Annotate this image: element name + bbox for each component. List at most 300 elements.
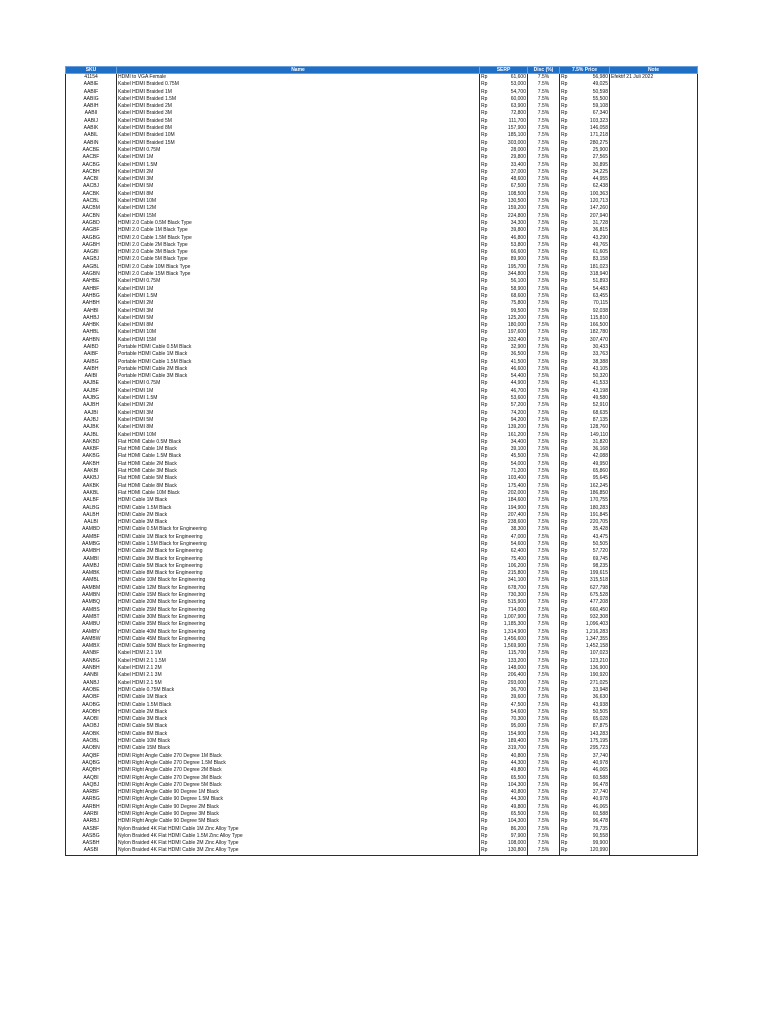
name-cell[interactable]: HDMI Cable 3M Black	[117, 716, 480, 723]
note-cell[interactable]	[610, 563, 698, 570]
sku-cell[interactable]: AAGBG	[66, 235, 117, 242]
price-value-cell[interactable]: 149,110	[590, 431, 608, 438]
name-cell[interactable]: HDMI Cable 40M Black for Engineering	[117, 629, 480, 636]
srp-value-cell[interactable]: 207,400	[507, 511, 526, 518]
price-currency-cell[interactable]: Rp	[560, 636, 570, 643]
price-value-cell[interactable]: 92,038	[592, 307, 608, 314]
price-value-cell[interactable]: 295,723	[589, 745, 608, 752]
note-cell[interactable]	[610, 96, 698, 103]
price-value-cell[interactable]: 87,875	[592, 723, 608, 730]
name-cell[interactable]: HDMI Cable 5M Black	[117, 723, 480, 730]
sku-cell[interactable]: AACBF	[66, 154, 117, 161]
srp-currency-cell[interactable]: Rp	[480, 570, 490, 577]
name-cell[interactable]: Kabel HDMI 10M	[117, 329, 480, 336]
price-currency-cell[interactable]: Rp	[560, 650, 570, 657]
price-currency-cell[interactable]: Rp	[560, 402, 570, 409]
srp-currency-cell[interactable]: Rp	[480, 548, 490, 555]
srp-currency-cell[interactable]: Rp	[480, 505, 490, 512]
srp-currency-cell[interactable]: Rp	[480, 563, 490, 570]
disc-cell[interactable]: 7.5%	[528, 176, 560, 183]
name-cell[interactable]: Kabel HDMI 2.1 2M	[117, 665, 480, 672]
srp-value-cell[interactable]: 39,100	[510, 446, 526, 453]
price-value-cell[interactable]: 50,505	[592, 541, 608, 547]
srp-currency-cell[interactable]: Rp	[480, 351, 490, 358]
srp-currency-cell[interactable]: Rp	[480, 577, 490, 584]
table-row[interactable]	[66, 461, 698, 468]
srp-value-cell[interactable]: 75,400	[510, 555, 526, 562]
sku-cell[interactable]: AAMBM	[66, 585, 117, 592]
table-row[interactable]	[66, 395, 698, 402]
note-cell[interactable]	[610, 833, 698, 840]
sku-cell[interactable]: AAGBF	[66, 227, 117, 234]
table-row[interactable]	[66, 140, 698, 147]
sku-cell[interactable]: AARBJ	[66, 818, 117, 825]
srp-value-cell[interactable]: 63,900	[510, 103, 526, 110]
srp-currency-cell[interactable]: Rp	[480, 154, 490, 161]
price-currency-cell[interactable]: Rp	[560, 782, 570, 789]
sku-cell[interactable]: AALBF	[66, 497, 117, 504]
name-cell[interactable]: HDMI 2.0 Cable 10M Black Type	[117, 264, 480, 271]
disc-cell[interactable]: 7.5%	[528, 497, 560, 504]
name-cell[interactable]: Kabel HDMI Braided 5M	[117, 118, 480, 125]
note-cell[interactable]	[610, 402, 698, 409]
srp-currency-cell[interactable]: Rp	[480, 607, 490, 614]
column-header-price[interactable]: 7.5% Price	[560, 67, 610, 74]
srp-value-cell[interactable]: 39,600	[510, 694, 526, 701]
srp-currency-cell[interactable]: Rp	[480, 650, 490, 657]
table-row[interactable]	[66, 191, 698, 198]
disc-cell[interactable]: 7.5%	[528, 782, 560, 789]
srp-value-cell[interactable]: 108,000	[507, 840, 526, 847]
disc-cell[interactable]: 7.5%	[528, 490, 560, 497]
srp-value-cell[interactable]: 53,800	[510, 241, 526, 248]
sku-cell[interactable]: AAGBN	[66, 271, 117, 278]
srp-currency-cell[interactable]: Rp	[480, 556, 490, 563]
table-row[interactable]	[66, 453, 698, 460]
disc-cell[interactable]: 7.5%	[528, 286, 560, 293]
srp-currency-cell[interactable]: Rp	[480, 235, 490, 242]
disc-cell[interactable]: 7.5%	[528, 650, 560, 657]
sku-cell[interactable]: AAQBH	[66, 767, 117, 774]
price-value-cell[interactable]: 147,260	[589, 205, 608, 212]
table-row[interactable]	[66, 89, 698, 96]
srp-value-cell[interactable]: 293,000	[507, 679, 526, 686]
srp-value-cell[interactable]: 195,700	[507, 263, 526, 270]
disc-cell[interactable]: 7.5%	[528, 541, 560, 548]
srp-value-cell[interactable]: 197,600	[507, 329, 526, 336]
table-row[interactable]	[66, 337, 698, 344]
srp-value-cell[interactable]: 159,200	[507, 205, 526, 212]
name-cell[interactable]: HDMI Right Angle Cable 90 Degree 2M Black	[117, 804, 480, 811]
srp-value-cell[interactable]: 125,200	[507, 314, 526, 321]
note-cell[interactable]: Efektif 21 Juli 2022	[610, 74, 698, 82]
srp-currency-cell[interactable]: Rp	[480, 534, 490, 541]
note-cell[interactable]	[610, 716, 698, 723]
price-value-cell[interactable]: 68,635	[592, 409, 608, 416]
disc-cell[interactable]: 7.5%	[528, 264, 560, 271]
srp-value-cell[interactable]: 130,800	[490, 847, 528, 855]
srp-value-cell[interactable]: 130,500	[507, 198, 526, 205]
srp-value-cell[interactable]: 32,900	[510, 343, 526, 350]
price-value-cell[interactable]: 38,388	[592, 358, 608, 365]
table-row[interactable]	[66, 110, 698, 117]
price-value-cell[interactable]: 41,533	[592, 380, 608, 387]
disc-cell[interactable]: 7.5%	[528, 563, 560, 570]
srp-value-cell[interactable]: 38,300	[510, 526, 526, 533]
table-row[interactable]	[66, 74, 698, 82]
price-currency-cell[interactable]: Rp	[560, 592, 570, 599]
sku-cell[interactable]: AACBJ	[66, 183, 117, 190]
srp-currency-cell[interactable]: Rp	[480, 344, 490, 351]
srp-currency-cell[interactable]: Rp	[480, 723, 490, 730]
srp-currency-cell[interactable]: Rp	[480, 359, 490, 366]
disc-cell[interactable]: 7.5%	[528, 322, 560, 329]
price-currency-cell[interactable]: Rp	[560, 585, 570, 592]
table-row[interactable]	[66, 643, 698, 650]
price-currency-cell[interactable]: Rp	[560, 220, 570, 227]
srp-currency-cell[interactable]: Rp	[480, 249, 490, 256]
sku-cell[interactable]: AAHBL	[66, 329, 117, 336]
name-cell[interactable]: Kabel HDMI 2M	[117, 300, 480, 307]
name-cell[interactable]: HDMI Cable 1M Black	[117, 497, 480, 504]
srp-value-cell[interactable]: 157,900	[507, 125, 526, 132]
table-row[interactable]	[66, 402, 698, 409]
srp-value-cell[interactable]: 65,500	[510, 774, 526, 781]
note-cell[interactable]	[610, 694, 698, 701]
srp-currency-cell[interactable]: Rp	[480, 519, 490, 526]
name-cell[interactable]: Flat HDMI Cable 1.5M Black	[117, 453, 480, 460]
srp-currency-cell[interactable]: Rp	[480, 731, 490, 738]
price-currency-cell[interactable]: Rp	[560, 526, 570, 533]
srp-currency-cell[interactable]: Rp	[480, 629, 490, 636]
name-cell[interactable]: HDMI Cable 0.75M Black	[117, 687, 480, 694]
disc-cell[interactable]: 7.5%	[528, 278, 560, 285]
disc-cell[interactable]: 7.5%	[528, 826, 560, 833]
table-row[interactable]	[66, 826, 698, 833]
note-cell[interactable]	[610, 643, 698, 650]
table-row[interactable]	[66, 446, 698, 453]
note-cell[interactable]	[610, 599, 698, 606]
disc-cell[interactable]: 7.5%	[528, 439, 560, 446]
price-currency-cell[interactable]: Rp	[560, 672, 570, 679]
srp-value-cell[interactable]: 86,200	[510, 825, 526, 832]
sku-cell[interactable]: AANBI	[66, 672, 117, 679]
sku-cell[interactable]: AARBH	[66, 804, 117, 811]
name-cell[interactable]: HDMI 2.0 Cable 1.5M Black Type	[117, 235, 480, 242]
price-currency-cell[interactable]: Rp	[560, 541, 570, 548]
disc-cell[interactable]: 7.5%	[528, 249, 560, 256]
price-value-cell[interactable]: 37,740	[592, 752, 608, 759]
price-currency-cell[interactable]: Rp	[560, 351, 570, 358]
name-cell[interactable]: HDMI 2.0 Cable 5M Black Type	[117, 256, 480, 263]
srp-currency-cell[interactable]: Rp	[480, 782, 490, 789]
srp-value-cell[interactable]: 115,700	[508, 650, 526, 657]
price-value-cell[interactable]: 107,023	[589, 650, 608, 657]
table-row[interactable]	[66, 789, 698, 796]
price-currency-cell[interactable]: Rp	[560, 264, 570, 271]
price-value-cell[interactable]: 43,290	[592, 234, 608, 241]
price-value-cell[interactable]: 103,323	[589, 117, 608, 124]
table-row[interactable]	[66, 753, 698, 760]
price-currency-cell[interactable]: Rp	[560, 497, 570, 504]
srp-value-cell[interactable]: 40,800	[510, 789, 526, 796]
note-cell[interactable]	[610, 322, 698, 329]
note-cell[interactable]	[610, 826, 698, 833]
name-cell[interactable]: Flat HDMI Cable 3M Black	[117, 468, 480, 475]
name-cell[interactable]: HDMI Cable 10M Black for Engineering	[117, 577, 480, 584]
srp-value-cell[interactable]: 515,900	[507, 599, 526, 606]
srp-currency-cell[interactable]: Rp	[480, 118, 490, 125]
srp-value-cell[interactable]: 49,800	[510, 803, 526, 810]
srp-currency-cell[interactable]: Rp	[480, 337, 490, 344]
price-currency-cell[interactable]: Rp	[560, 395, 570, 402]
note-cell[interactable]	[610, 607, 698, 614]
sku-cell[interactable]: AAMBQ	[66, 599, 117, 606]
price-currency-cell[interactable]: Rp	[560, 731, 570, 738]
disc-cell[interactable]: 7.5%	[528, 621, 560, 628]
table-row[interactable]	[66, 847, 698, 855]
price-value-cell[interactable]: 42,088	[592, 453, 608, 460]
srp-value-cell[interactable]: 332,400	[507, 336, 526, 343]
srp-currency-cell[interactable]: Rp	[480, 541, 490, 548]
srp-value-cell[interactable]: 58,900	[510, 285, 526, 292]
table-row[interactable]	[66, 796, 698, 803]
table-row[interactable]	[66, 308, 698, 315]
note-cell[interactable]	[610, 556, 698, 563]
price-currency-cell[interactable]: Rp	[560, 147, 570, 154]
disc-cell[interactable]: 7.5%	[528, 300, 560, 307]
column-header-sku[interactable]: SKU	[66, 67, 117, 74]
note-cell[interactable]	[610, 264, 698, 271]
disc-cell[interactable]: 7.5%	[528, 89, 560, 96]
srp-currency-cell[interactable]: Rp	[480, 242, 490, 249]
srp-value-cell[interactable]: 104,300	[507, 781, 526, 788]
sku-cell[interactable]: AAJBJ	[66, 417, 117, 424]
table-row[interactable]	[66, 329, 698, 336]
sku-cell[interactable]: AAJBI	[66, 410, 117, 417]
price-currency-cell[interactable]: Rp	[560, 359, 570, 366]
price-value-cell[interactable]: 136,900	[589, 665, 608, 672]
disc-cell[interactable]: 7.5%	[528, 256, 560, 263]
price-currency-cell[interactable]: Rp	[560, 519, 570, 526]
sku-cell[interactable]: AAMBN	[66, 592, 117, 599]
note-cell[interactable]	[610, 753, 698, 760]
name-cell[interactable]: Kabel HDMI 2.1 5M	[117, 680, 480, 687]
srp-value-cell[interactable]: 133,200	[507, 657, 526, 664]
srp-currency-cell[interactable]: Rp	[480, 424, 490, 431]
srp-currency-cell[interactable]: Rp	[480, 388, 490, 395]
note-cell[interactable]	[610, 614, 698, 621]
srp-currency-cell[interactable]: Rp	[480, 125, 490, 132]
price-value-cell[interactable]: 162,245	[589, 482, 608, 489]
srp-currency-cell[interactable]: Rp	[480, 526, 490, 533]
price-value-cell[interactable]: 123,210	[589, 657, 608, 664]
price-currency-cell[interactable]: Rp	[560, 329, 570, 336]
table-row[interactable]	[66, 497, 698, 504]
name-cell[interactable]: Kabel HDMI 5M	[117, 183, 480, 190]
srp-currency-cell[interactable]: Rp	[480, 256, 490, 263]
sku-cell[interactable]: AABIH	[66, 103, 117, 110]
srp-currency-cell[interactable]: Rp	[480, 804, 490, 811]
srp-currency-cell[interactable]: Rp	[480, 380, 490, 387]
disc-cell[interactable]: 7.5%	[528, 702, 560, 709]
price-currency-cell[interactable]: Rp	[560, 826, 570, 833]
srp-currency-cell[interactable]: Rp	[480, 687, 490, 694]
srp-value-cell[interactable]: 72,800	[510, 110, 526, 117]
price-value-cell[interactable]: 43,938	[592, 701, 608, 708]
sku-cell[interactable]: AARBI	[66, 811, 117, 818]
disc-cell[interactable]: 7.5%	[528, 789, 560, 796]
price-currency-cell[interactable]: Rp	[560, 373, 570, 380]
price-value-cell[interactable]: 271,025	[589, 679, 608, 686]
srp-currency-cell[interactable]: Rp	[480, 110, 490, 117]
table-row[interactable]	[66, 534, 698, 541]
price-currency-cell[interactable]: Rp	[560, 643, 570, 650]
name-cell[interactable]: Kabel HDMI Braided 15M	[117, 140, 480, 147]
sku-cell[interactable]: AABIL	[66, 132, 117, 139]
note-cell[interactable]	[610, 439, 698, 446]
note-cell[interactable]	[610, 154, 698, 161]
note-cell[interactable]	[610, 227, 698, 234]
disc-cell[interactable]: 7.5%	[528, 96, 560, 103]
note-cell[interactable]	[610, 373, 698, 380]
srp-value-cell[interactable]: 184,600	[507, 497, 526, 504]
srp-currency-cell[interactable]: Rp	[480, 760, 490, 767]
sku-cell[interactable]: AAJBH	[66, 402, 117, 409]
price-value-cell[interactable]: 220,705	[589, 519, 608, 526]
price-currency-cell[interactable]: Rp	[560, 796, 570, 803]
note-cell[interactable]	[610, 483, 698, 490]
name-cell[interactable]: Kabel HDMI 1.5M	[117, 162, 480, 169]
name-cell[interactable]: HDMI Cable 2M Black for Engineering	[117, 548, 480, 555]
disc-cell[interactable]: 7.5%	[528, 716, 560, 723]
table-row[interactable]	[66, 380, 698, 387]
note-cell[interactable]	[610, 118, 698, 125]
name-cell[interactable]: HDMI Right Angle Cable 270 Degree 5M Black	[117, 782, 480, 789]
price-currency-cell[interactable]: Rp	[560, 709, 570, 716]
name-cell[interactable]: Kabel HDMI 5M	[117, 417, 480, 424]
note-cell[interactable]	[610, 475, 698, 482]
srp-value-cell[interactable]: 104,300	[507, 818, 526, 825]
sku-cell[interactable]: AAMBI	[66, 556, 117, 563]
note-cell[interactable]	[610, 380, 698, 387]
price-value-cell[interactable]: 65,860	[592, 468, 608, 475]
srp-value-cell[interactable]: 215,800	[507, 570, 526, 577]
srp-value-cell[interactable]: 34,400	[510, 438, 526, 445]
note-cell[interactable]	[610, 293, 698, 300]
sku-cell[interactable]: AAGBJ	[66, 256, 117, 263]
srp-value-cell[interactable]: 57,200	[510, 402, 526, 409]
sku-cell[interactable]: AAHBN	[66, 337, 117, 344]
srp-value-cell[interactable]: 60,000	[510, 95, 526, 102]
srp-currency-cell[interactable]: Rp	[480, 614, 490, 621]
price-currency-cell[interactable]: Rp	[560, 468, 570, 475]
note-cell[interactable]	[610, 840, 698, 847]
note-cell[interactable]	[610, 775, 698, 782]
price-value-cell[interactable]: 182,780	[589, 329, 608, 336]
note-cell[interactable]	[610, 847, 698, 855]
srp-value-cell[interactable]: 106,200	[507, 562, 526, 569]
price-currency-cell[interactable]: Rp	[560, 811, 570, 818]
table-row[interactable]	[66, 475, 698, 482]
price-value-cell[interactable]: 43,105	[592, 365, 608, 372]
name-cell[interactable]: Portable HDMI Cable 3M Black	[117, 373, 480, 380]
sku-cell[interactable]: AANBG	[66, 658, 117, 665]
disc-cell[interactable]: 7.5%	[528, 592, 560, 599]
sku-cell[interactable]: AASBI	[66, 847, 117, 855]
name-cell[interactable]: HDMI Right Angle Cable 90 Degree 5M Black	[117, 818, 480, 825]
price-currency-cell[interactable]: Rp	[560, 753, 570, 760]
price-currency-cell[interactable]: Rp	[560, 818, 570, 825]
disc-cell[interactable]: 7.5%	[528, 329, 560, 336]
note-cell[interactable]	[610, 359, 698, 366]
srp-currency-cell[interactable]: Rp	[480, 191, 490, 198]
disc-cell[interactable]: 7.5%	[528, 351, 560, 358]
srp-value-cell[interactable]: 175,400	[507, 482, 526, 489]
price-value-cell[interactable]: 60,588	[592, 810, 608, 817]
table-row[interactable]	[66, 410, 698, 417]
note-cell[interactable]	[610, 286, 698, 293]
name-cell[interactable]: Kabel HDMI 2.1 1.5M	[117, 658, 480, 665]
sku-cell[interactable]: AAMBF	[66, 534, 117, 541]
srp-currency-cell[interactable]: Rp	[480, 89, 490, 96]
sku-cell[interactable]: AAMBT	[66, 614, 117, 621]
price-value-cell[interactable]: 307,470	[589, 336, 608, 343]
disc-cell[interactable]: 7.5%	[528, 293, 560, 300]
table-row[interactable]	[66, 432, 698, 439]
table-row[interactable]	[66, 840, 698, 847]
name-cell[interactable]: Kabel HDMI Braided 3M	[117, 110, 480, 117]
price-value-cell[interactable]: 52,910	[592, 402, 608, 409]
sku-cell[interactable]: AAHBK	[66, 322, 117, 329]
srp-currency-cell[interactable]: Rp	[480, 694, 490, 701]
price-currency-cell[interactable]: Rp	[560, 767, 570, 774]
price-currency-cell[interactable]: Rp	[560, 577, 570, 584]
srp-value-cell[interactable]: 34,300	[510, 219, 526, 226]
disc-cell[interactable]: 7.5%	[528, 308, 560, 315]
price-value-cell[interactable]: 315,518	[589, 577, 608, 584]
srp-value-cell[interactable]: 46,600	[510, 365, 526, 372]
srp-value-cell[interactable]: 148,000	[507, 665, 526, 672]
sku-cell[interactable]: AALBI	[66, 519, 117, 526]
srp-value-cell[interactable]: 44,900	[510, 380, 526, 387]
note-cell[interactable]	[610, 453, 698, 460]
disc-cell[interactable]: 7.5%	[528, 315, 560, 322]
table-row[interactable]	[66, 723, 698, 730]
disc-cell[interactable]: 7.5%	[528, 110, 560, 117]
price-value-cell[interactable]: 30,895	[592, 161, 608, 168]
price-currency-cell[interactable]: Rp	[560, 198, 570, 205]
disc-cell[interactable]: 7.5%	[528, 723, 560, 730]
name-cell[interactable]: HDMI Right Angle Cable 270 Degree 1.5M Black	[117, 760, 480, 767]
name-cell[interactable]: HDMI Right Angle Cable 270 Degree 1M Black	[117, 753, 480, 760]
sku-cell[interactable]: AAMBL	[66, 577, 117, 584]
disc-cell[interactable]: 7.5%	[528, 162, 560, 169]
name-cell[interactable]: Kabel HDMI 2M	[117, 402, 480, 409]
sku-cell[interactable]: AAKBH	[66, 461, 117, 468]
price-currency-cell[interactable]: Rp	[560, 570, 570, 577]
name-cell[interactable]: Kabel HDMI Braided 10M	[117, 132, 480, 139]
sku-cell[interactable]: AASBF	[66, 826, 117, 833]
disc-cell[interactable]: 7.5%	[528, 526, 560, 533]
table-row[interactable]	[66, 169, 698, 176]
disc-cell[interactable]: 7.5%	[528, 125, 560, 132]
note-cell[interactable]	[610, 162, 698, 169]
price-value-cell[interactable]: 1,452,158	[585, 643, 608, 650]
table-row[interactable]	[66, 775, 698, 782]
srp-value-cell[interactable]: 70,300	[510, 716, 526, 723]
disc-cell[interactable]: 7.5%	[528, 709, 560, 716]
